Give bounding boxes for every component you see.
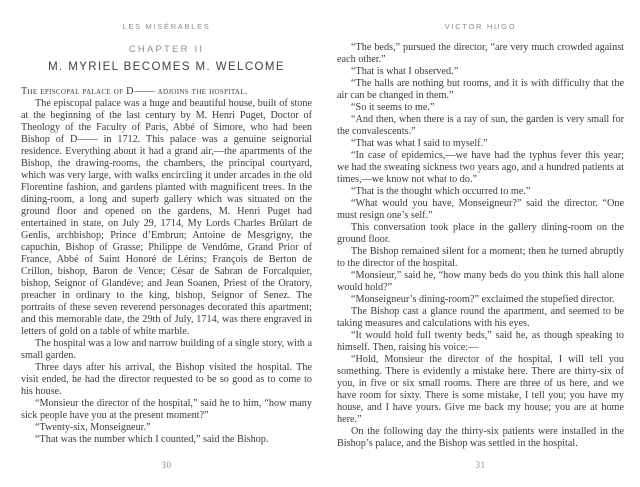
chapter-title: M. MYRIEL BECOMES M. WELCOME xyxy=(48,61,285,73)
paragraph: “That is what I observed.” xyxy=(351,66,459,77)
paragraph: The Bishop cast a glance round the apartment, and seemed to be taking measures and calculations with his eyes. xyxy=(337,306,624,329)
paragraph: “What would you have, Monseigneur?” said the director. “One must resign one’s self.” xyxy=(337,198,624,221)
right-page-paragraphs xyxy=(337,42,624,450)
page-right xyxy=(337,0,624,487)
paragraph: “That was the number which I counted,” said the Bishop. xyxy=(35,434,269,445)
right-page-body xyxy=(337,42,624,450)
paragraph: “In case of epidemics,—we have had the typhus fever this year; we had the sweating sickness two years ago, and a hundred patients at times,—we know not what to do.” xyxy=(337,150,624,185)
chapter-label: CHAPTER II xyxy=(128,44,205,55)
left-page-paragraphs xyxy=(21,98,312,446)
running-head-author: VICTOR HUGO xyxy=(444,22,517,31)
running-head-title: LES MISÉRABLES xyxy=(122,22,211,31)
paragraph: “Monseigneur’s dining-room?” exclaimed the stupefied director. xyxy=(351,294,615,305)
paragraph: “The beds,” pursued the director, “are very much crowded against each other.” xyxy=(337,42,624,65)
left-page-body xyxy=(21,86,312,446)
paragraph: On the following day the thirty-six patients were installed in the Bishop’s palace, and the Bishop was settled in the hospital. xyxy=(337,426,624,449)
paragraph: “It would hold full twenty beds,” said he, as though speaking to himself. Then, raising his voice:— xyxy=(337,330,624,353)
paragraph: “Hold, Monsieur the director of the hospital, I will tell you something. There is evidently a mistake here. There are thirty-six of you, in five or six small rooms. There are three of us here, and we have room for sixty. There is some mistake, I tell you; you have my house, and I have yours. Give me back my house; you are at home here.” xyxy=(337,354,624,425)
paragraph: “So it seems to me.” xyxy=(351,102,435,113)
paragraph: “Monsieur,” said he, “how many beds do you think this hall alone would hold?” xyxy=(337,270,624,293)
paragraph: The episcopal palace was a huge and beautiful house, built of stone at the beginning of the last century by M. Henri Puget, Doctor of Theology of the Faculty of Paris, Abbé of Simore, who had been Bishop of D—— in 1712. This palace was a genuine seignorial residence. Everything about it had a grand air,—the apartments of the Bishop, the drawing-rooms, the chambers, the principal courtyard, which was very large, with walks encircling it under arcades in the old Florentine fashion, and gardens planted with magnificent trees. In the dining-room, a long and superb gallery which was situated on the ground floor and opened on the gardens, M. Henri Puget had entertained in state, on July 29, 1714, My Lords Charles Brûlart de Genlis, archbishop; Prince d’Embrun; Antoine de Mesgrigny, the capuchin, Bishop of Grasse; Philippe de Vendôme, Grand Prior of France, Abbé of Saint Honoré de Lérins; François de Berton de Crillon, bishop, Baron de Vence; César de Sabran de Forcalquier, bishop, Seignor of Glandève; and Jean Soanen, Priest of the Oratory, preacher in ordinary to the king, bishop, Seignor of Senez. The portraits of these seven reverend personages decorated this apartment; and this memorable date, the 29th of July, 1714, was there engraved in letters of gold on a table of white marble. xyxy=(21,98,312,337)
paragraph: “That was what I said to myself.” xyxy=(351,138,488,149)
paragraph: The hospital was a low and narrow building of a single story, with a small garden. xyxy=(21,338,312,361)
paragraph: Three days after his arrival, the Bishop visited the hospital. The visit ended, he had the director requested to be so good as to come to his house. xyxy=(21,362,312,397)
paragraph: “Monsieur the director of the hospital,” said he to him, “how many sick people have you at the present moment?” xyxy=(21,398,312,421)
paragraph: “Twenty-six, Monseigneur.” xyxy=(35,422,151,433)
page-number-left: 30 xyxy=(161,460,172,470)
opening-paragraph: The episcopal palace of D—— adjoins the hospital. xyxy=(21,86,248,97)
page-left xyxy=(21,0,312,487)
paragraph: The Bishop remained silent for a moment; then he turned abruptly to the director of the hospital. xyxy=(337,246,624,269)
paragraph: “The halls are nothing but rooms, and it is with difficulty that the air can be changed in them.” xyxy=(337,78,624,101)
page-number-right: 31 xyxy=(475,460,486,470)
paragraph: This conversation took place in the gallery dining-room on the ground floor. xyxy=(337,222,624,245)
paragraph: “That is the thought which occurred to me.” xyxy=(351,186,531,197)
paragraph: “And then, when there is a ray of sun, the garden is very small for the convalescents.” xyxy=(337,114,624,137)
